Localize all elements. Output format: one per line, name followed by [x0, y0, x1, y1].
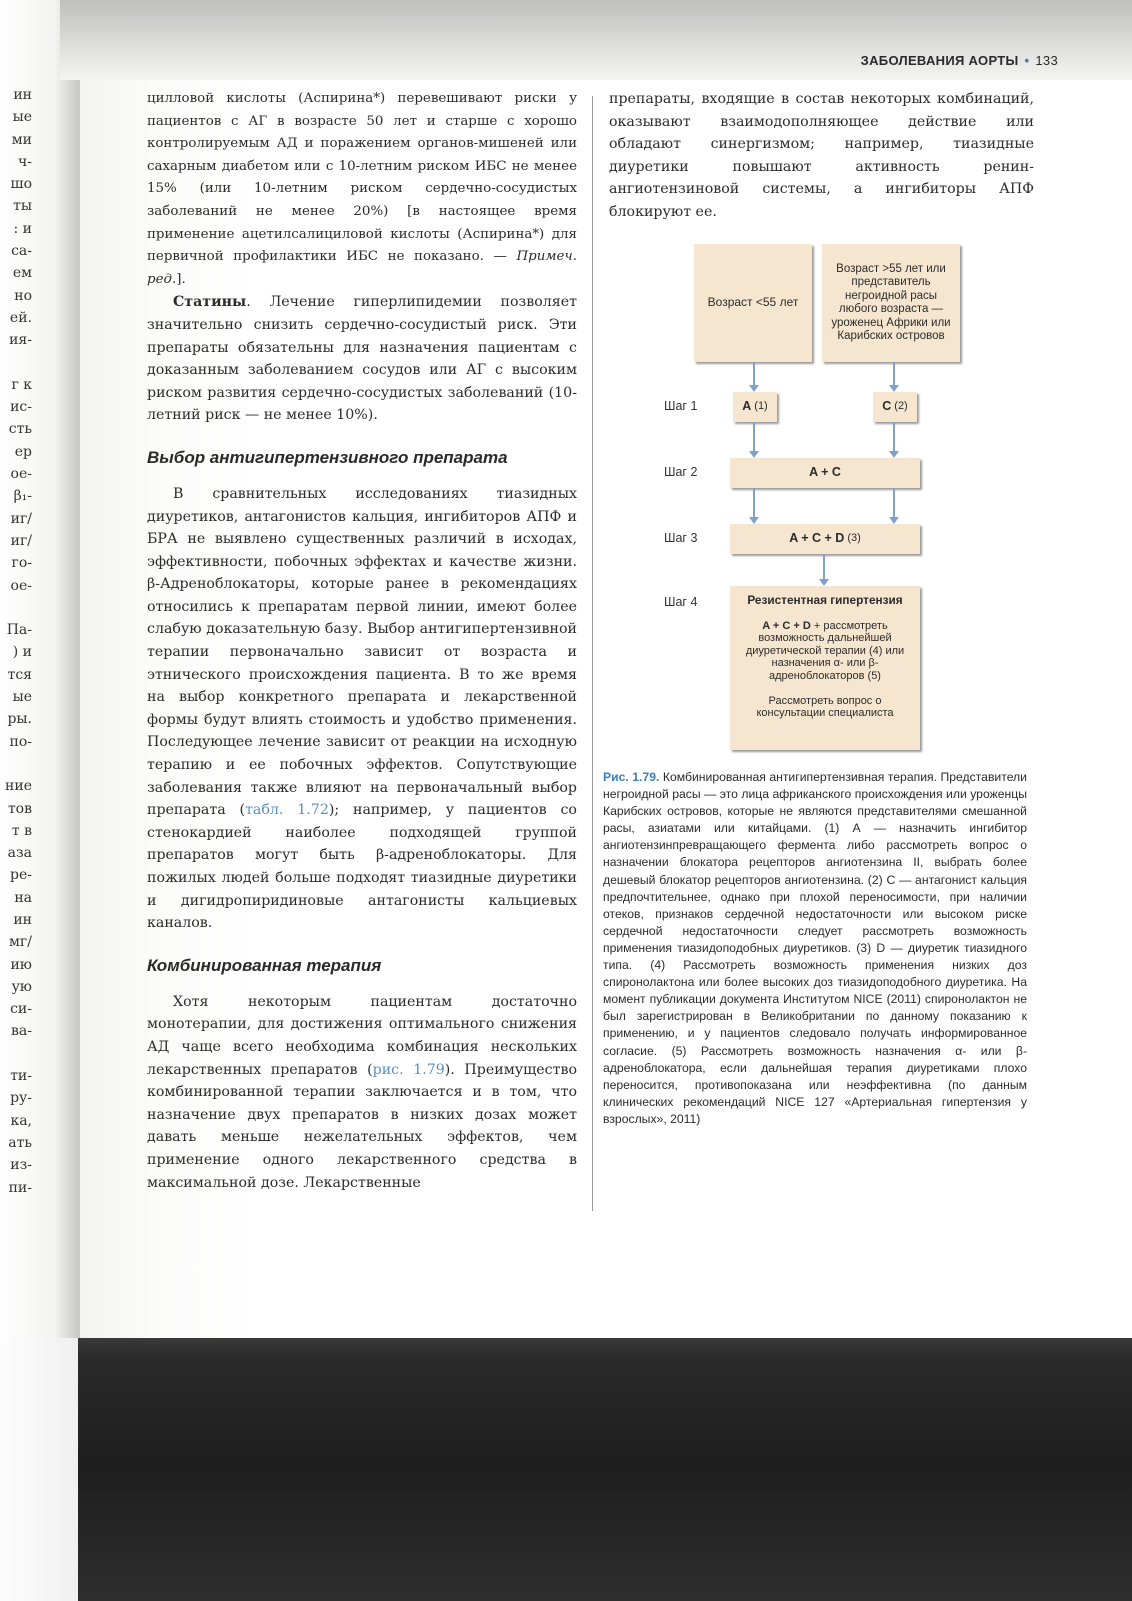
arrow-a-to-ac: [753, 422, 755, 452]
edge-fragment: ое-: [10, 577, 32, 594]
combination-text-a: Хотя некоторым пациентам достаточно монотерапии, для достижения оптимального снижения АД чаще всего необходима комбинация нескольких лекарственных препаратов (: [147, 993, 577, 1078]
figure-reference-link[interactable]: рис. 1.79: [372, 1061, 445, 1078]
edge-fragment: шо: [10, 176, 32, 193]
edge-fragment: [0, 352, 32, 374]
edge-fragment: ин: [13, 87, 32, 103]
table-reference-link[interactable]: табл. 1.72: [245, 802, 329, 819]
edge-fragment: : и: [13, 220, 32, 237]
edge-fragment: [0, 597, 32, 619]
edge-fragment: ) и: [12, 644, 32, 661]
drug-a-note: (1): [754, 400, 768, 413]
edge-fragment: иг/: [10, 532, 32, 549]
edge-fragment: ти-: [10, 1068, 32, 1085]
note-end: ].: [176, 271, 186, 287]
edge-fragment: ые: [12, 689, 32, 706]
edge-fragment: аза: [7, 845, 32, 862]
drug-choice-text-a: В сравнительных исследованиях тиазидных диуретиков, антагонистов кальция, ингибиторов АПФ и БРА не выявлено существенных различий в исходах, эффективности, побочных эффектах и качестве жизни. β-Адреноблокаторы, которые ранее в рекомендациях относились к препаратам первой линии, имеют более слабую доказательную базу. Выбор антигипертензивной терапии первоначально зависит от возраста и этнического происхождения пациента. В то же время на выбор конкретного препарата и лекарственной формы будут влиять стоимость и удобство применения. Последующее лечение зависит от реакции на исходную терапию и ее побочных эффектов. Сопутствующие заболевания также влияют на первоначальный выбор препарата (: [147, 485, 577, 819]
edge-fragment: ые: [12, 109, 32, 126]
section-title: ЗАБОЛЕВАНИЯ АОРТЫ: [860, 53, 1019, 68]
resistant-recommendation: [734, 620, 916, 683]
edge-fragment: ис-: [10, 399, 32, 416]
edge-fragment: из-: [10, 1157, 32, 1174]
edge-fragment: г к: [11, 376, 32, 393]
arrow-age1-to-a: [753, 362, 755, 386]
edge-fragment: ми: [11, 131, 32, 148]
step-1-label: Шаг 1: [664, 399, 698, 413]
edge-fragment: ать: [8, 1134, 32, 1151]
resistant-combo: A + C + D: [762, 619, 811, 632]
running-head: [861, 53, 1058, 68]
drug-c-box: [873, 392, 917, 422]
edge-fragment: ую: [11, 978, 32, 995]
combination-paragraph: [147, 991, 577, 1194]
edge-fragment: мг/: [9, 934, 32, 951]
edge-fragment: са-: [11, 243, 32, 260]
arrow-ac-to-acd-right: [893, 488, 895, 518]
step-3-label: Шаг 3: [664, 531, 698, 545]
edge-fragment: ию: [10, 956, 32, 973]
step-4-label: Шаг 4: [664, 595, 698, 609]
arrow-acd-to-resistant: [823, 554, 825, 580]
edge-fragment: т в: [11, 822, 32, 839]
drug-a-label: A: [742, 399, 752, 414]
edge-fragment: ты: [13, 198, 32, 215]
edge-fragment: [0, 753, 32, 775]
age-under-55-box: [694, 244, 812, 362]
right-column: [609, 88, 1034, 224]
edge-fragment: го-: [11, 555, 32, 572]
age-over-55-box: [822, 244, 960, 362]
age-under-55-label: Возраст <55 лет: [707, 295, 799, 310]
statins-paragraph: [147, 291, 577, 427]
arrow-c-to-ac: [893, 422, 895, 452]
edge-fragment: ия-: [9, 332, 32, 349]
drug-choice-paragraph: [147, 483, 577, 935]
combination-text-b: ). Преимущество комбинированной терапии заключается и в том, что назначение двух препаратов в низких дозах может давать меньше нежелательных эффектов, чем применение одного лекарственного средства в максимальной дозе. Лекарственные: [147, 1061, 578, 1191]
edge-fragment: ое-: [10, 466, 32, 483]
page-number: 133: [1035, 53, 1058, 68]
edge-fragment: но: [14, 287, 32, 304]
arrow-ac-to-acd-left: [753, 488, 755, 518]
scanner-bed-area: [0, 1338, 1132, 1601]
note-tail: Примеч. ред.: [147, 249, 577, 287]
edge-fragment: ер: [14, 443, 32, 460]
edge-fragment: ру-: [10, 1090, 32, 1107]
edge-fragment: β₁-: [13, 488, 32, 505]
figure-caption: [603, 769, 1027, 1128]
drug-c-note: (2): [894, 400, 908, 413]
drug-a-box: [733, 392, 777, 422]
drug-choice-text-b: ); например, у пациентов со стенокардией наиболее подходящей группой препаратов могут быть β-адреноблокаторы. Для пожилых людей больше подходят тиазидные диуретики и дигидропиридиновые антагонисты кальциевых каналов.: [147, 802, 577, 932]
combo-acd-label: A + C + D: [789, 531, 845, 546]
combo-ac-box: [730, 458, 920, 488]
edge-fragment: ей.: [9, 309, 32, 326]
statins-label: Статины: [173, 294, 247, 311]
edge-fragment: ин: [13, 911, 32, 928]
edge-fragment: Па-: [6, 622, 32, 639]
edge-fragment: тся: [7, 666, 32, 683]
edge-fragment: по-: [9, 733, 32, 750]
resistant-text: + рассмотреть возможность дальнейшей диуретической терапии (4) или назначения α- или β-адреноблокаторов (5): [745, 619, 905, 682]
edge-fragment: ре-: [10, 867, 32, 884]
edge-fragment: ем: [12, 265, 32, 282]
edge-fragment: ка,: [10, 1112, 32, 1129]
figure-label: Рис. 1.79.: [603, 770, 660, 784]
drug-c-label: C: [882, 399, 892, 414]
combo-ac-label: A + C: [809, 465, 841, 480]
combo-acd-note: (3): [847, 532, 861, 545]
edge-fragment: ч-: [18, 153, 32, 170]
edge-fragment: [0, 1043, 32, 1065]
previous-page-fragments: [0, 84, 32, 1199]
combo-acd-box: [730, 524, 920, 554]
edge-fragment: на: [14, 889, 32, 906]
edge-fragment: ры.: [7, 711, 32, 728]
left-column: [147, 88, 577, 1194]
separator: •: [1024, 53, 1030, 68]
age-over-55-label: Возраст >55 лет или представитель негроидной расы любого возраста — уроженец Африки или Карибских островов: [831, 262, 951, 342]
resistant-title: Резистентная гипертензия: [747, 593, 903, 607]
scanner-edge: [0, 1338, 78, 1601]
resistant-hypertension-box: [730, 586, 920, 750]
edge-fragment: сть: [8, 421, 32, 438]
specialist-consult-text: Рассмотреть вопрос о консультации специалиста: [756, 694, 894, 720]
note-text: цилловой кислоты (Аспирина*) перевешивают риски у пациентов с АГ в возрасте 50 лет и старше с хорошо контролируемым АД и поражением органов-мишеней или сахарным диабетом или с 10-летним риском ИБС не менее 15% (или 10-летним риском сердечно-сосудистых заболеваний не менее 20%) [в настоящее время применение ацетилсалициловой кислоты (Аспирина*) для первичной профилактики ИБС не показано. —: [147, 91, 577, 265]
heading-drug-choice: Выбор антигипертензивного препарата: [147, 447, 508, 467]
edge-fragment: иг/: [10, 510, 32, 527]
therapy-flowchart: [640, 236, 1020, 756]
edge-fragment: тов: [7, 800, 32, 817]
arrow-age2-to-c: [893, 362, 895, 386]
edge-fragment: си-: [10, 1001, 32, 1018]
heading-combination-therapy: Комбинированная терапия: [147, 955, 382, 975]
column-divider: [592, 96, 593, 1211]
statins-text: . Лечение гиперлипидемии позволяет значительно снизить сердечно-сосудистый риск. Эти препараты обязательны для назначения пациентам с доказанным заболеванием сосудов или АГ с высоким риском развития сердечно-сосудистых заболеваний (10-летний риск — не менее 10%).: [147, 294, 577, 424]
right-paragraph: препараты, входящие в состав некоторых комбинаций, оказывают взаимодополняющее действие или обладают синергизмом; например, тиазидные диуретики повышают активность ренин-ангиотензиновой системы, а ингибиторы АПФ блокируют ее.: [609, 91, 1034, 220]
step-2-label: Шаг 2: [664, 465, 698, 479]
edge-fragment: пи-: [8, 1179, 32, 1196]
caption-text: Комбинированная антигипертензивная терапия. Представители негроидной расы — это лица африканского происхождения или уроженцы Карибских островов, которые не являются представителями смешанной расы, азиатами или китайцами. (1) А — назначить ингибитор ангиотензинпревращающего фермента либо рассмотреть вопрос о назначении блокатора рецепторов ангиотензина II, выбрать более дешевый блокатор рецепторов ангиотензина. (2) С — антагонист кальция предпочтительнее, однако при плохой переносимости, при наличии отеков, признаков сердечной недостаточности или высоком риске сердечной недостаточности следует рассмотреть возможность применения тиазидоподобных диуретиков. (3) D — диуретик тиазидного типа. (4) Рассмотреть возможность применения низких доз спиронолактона или более высоких доз тиазидоподобного диуретика. На момент публикации документа Институтом NICE (2011) спиронолактон не был зарегистрирован в Великобритании по данному показанию к применению, и у пациентов следовало получать информированное согласие. (5) Рассмотреть возможность назначения α- или β-адреноблокатора, если дальнейшая терапия диуретиками плохо переносится, противопоказана или неэффективна (по данным клинических рекомендаций NICE 127 «Артериальная гипертензия у взрослых», 2011): [603, 770, 1027, 1126]
edge-fragment: ва-: [11, 1023, 32, 1040]
scan-shadow-top: [60, 0, 1132, 80]
editor-note: [147, 88, 577, 291]
edge-fragment: ние: [5, 778, 32, 795]
